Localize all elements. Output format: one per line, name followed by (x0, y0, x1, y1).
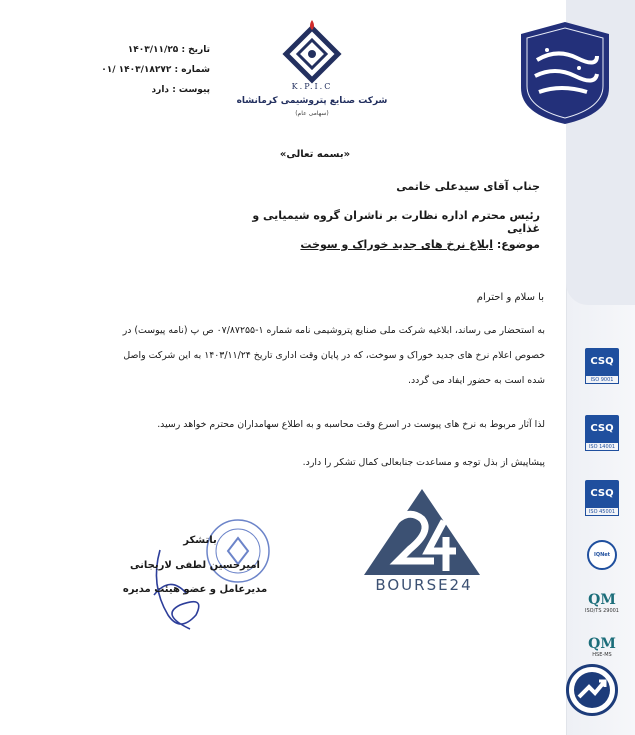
number-value: ۱۴۰۳/۱۸۲۷۲ /۰۱ (101, 65, 172, 75)
attachment-label: پیوست : (172, 85, 210, 95)
cert-badge-iso9001 (585, 348, 619, 384)
signatory-name: امیرحسین لطفی لاریجانی (130, 560, 260, 571)
date-label: تاریخ : (181, 45, 210, 55)
recipient-title: رئیس محترم اداره نظارت بر ناشران گروه شیمیایی و غذایی (252, 209, 540, 235)
iqnet-badge: IQNet (587, 540, 617, 570)
corner-chart-logo (566, 664, 618, 716)
qm-mark: QM (588, 636, 616, 652)
attachment-value: دارد (151, 85, 170, 95)
subject-text: ابلاغ نرخ های جدید خوراک و سوخت (300, 238, 493, 251)
signature-title: باتشکر (183, 535, 217, 546)
cert-standard: ISO 14001 (585, 443, 619, 451)
cert-standard: ISO 45001 (585, 508, 619, 516)
subject-line (200, 238, 540, 251)
greeting: با سلام و احترام (476, 292, 544, 303)
signatory-role: مدیرعامل و عضو هیئت مدیره (122, 584, 268, 595)
csq-mark: CSQ (585, 415, 619, 443)
recipient-name: جناب آقای سیدعلی خاتمی (396, 180, 540, 193)
cert-badge-iso14001 (585, 415, 619, 451)
bourse24-wordmark: BOURSE24 (375, 576, 473, 594)
cert-badge-iso45001 (585, 480, 619, 516)
cert-standard: ISO 9001 (585, 376, 619, 384)
seal-shield-icon (517, 20, 613, 126)
cert-badge-qm-ts (584, 592, 620, 614)
company-stamp (205, 518, 271, 584)
company-type: (سهامی عام) (295, 110, 329, 117)
paragraph-1: به استحضار می رساند، ابلاغیه شرکت ملی صنایع پتروشیمی نامه شماره ۱-۰۷/۸۷۲۵۵ ص پ (نامه پیوست) در خصوص اعلام نرخ های جدید خوراک و سوخت، که در پایان وقت اداری تاریخ ۱۴۰۳/۱۱/۲۴ به این شرکت واصل شده است به حضور ایفاد می گردد. (122, 325, 545, 386)
salutation: «بسمه تعالی» (279, 149, 351, 160)
paragraph-3: پیشاپیش از بذل توجه و مساعدت جنابعالی کمال تشکر را دارد. (302, 457, 545, 468)
csq-mark: CSQ (585, 348, 619, 376)
cert-standard: ISO/TS 29001 (585, 608, 619, 614)
number-row (90, 60, 210, 80)
paragraph-2: لذا آثار مربوط به نرخ های پیوست در اسرع وقت محاسبه و به اطلاع سهامداران محترم خواهد رسید. (157, 419, 545, 430)
csq-mark: CSQ (585, 480, 619, 508)
cert-badge-qm-hse (584, 636, 620, 658)
company-name: شرکت صنایع پتروشیمی کرمانشاه (236, 96, 388, 106)
letter-meta (90, 40, 210, 100)
bourse24-logo-icon (362, 487, 482, 577)
qm-mark: QM (588, 592, 616, 608)
attachment-row (90, 80, 210, 100)
trend-arrow-icon (569, 667, 615, 713)
production-seal (517, 20, 613, 126)
kpic-logo-icon (272, 18, 352, 88)
stamp-icon (205, 518, 271, 584)
subject-label: موضوع: (496, 238, 540, 251)
company-letters: K.P.I.C (291, 82, 333, 91)
date-value: ۱۴۰۳/۱۱/۲۵ (127, 45, 179, 55)
date-row (90, 40, 210, 60)
cert-standard: HSE-MS (592, 652, 612, 658)
number-label: شماره : (174, 65, 210, 75)
